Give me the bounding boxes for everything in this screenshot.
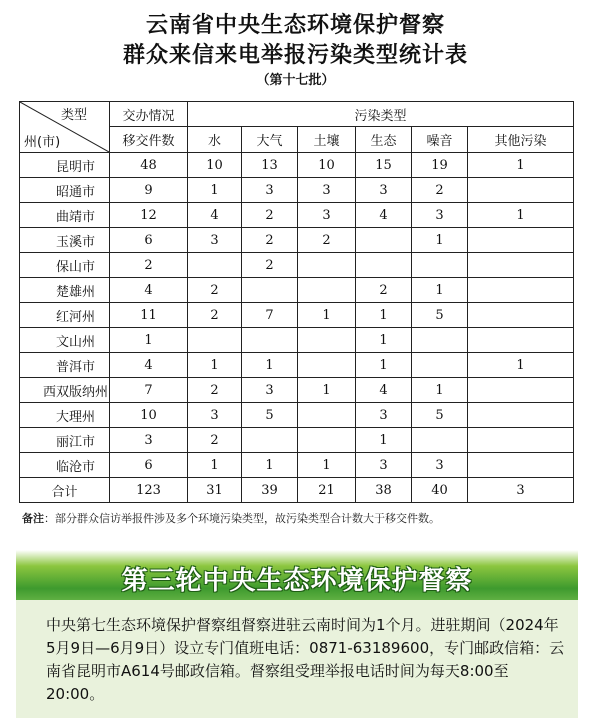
table-row: [20, 278, 574, 303]
table-cell: [412, 428, 468, 453]
table-cell: 1: [356, 353, 412, 378]
city-name: 保山市: [20, 253, 110, 278]
table-cell: 1: [188, 353, 242, 378]
column-header: 移交件数: [110, 127, 188, 153]
table-cell: [188, 328, 242, 353]
table-cell: 2: [242, 253, 298, 278]
table-cell: 3: [188, 228, 242, 253]
table-cell: [468, 403, 574, 428]
table-row: [20, 328, 574, 353]
column-header: 其他污染: [468, 127, 574, 153]
table-cell: 31: [188, 478, 242, 503]
table-cell: [298, 353, 356, 378]
column-header: 大气: [242, 127, 298, 153]
table-cell: 3: [412, 453, 468, 478]
table-cell: 1: [188, 178, 242, 203]
table-cell: [188, 253, 242, 278]
table-cell: 11: [110, 303, 188, 328]
table-cell: [468, 453, 574, 478]
table-cell: 7: [242, 303, 298, 328]
table-cell: 10: [188, 153, 242, 178]
table-cell: [242, 328, 298, 353]
city-name: 普洱市: [20, 353, 110, 378]
table-cell: 1: [468, 353, 574, 378]
table-cell: 1: [110, 328, 188, 353]
table-cell: 4: [356, 378, 412, 403]
table-cell: 15: [356, 153, 412, 178]
table-row: [20, 403, 574, 428]
table-row: [20, 378, 574, 403]
column-header: 水: [188, 127, 242, 153]
table-body: [20, 153, 574, 503]
table-cell: 2: [242, 203, 298, 228]
table-cell: 10: [110, 403, 188, 428]
city-name: 丽江市: [20, 428, 110, 453]
table-cell: 4: [110, 353, 188, 378]
table-cell: 2: [188, 378, 242, 403]
banner-title: 第三轮中央生态环境保护督察: [121, 566, 473, 596]
group-header-pollution: 污染类型: [188, 102, 574, 127]
table-cell: [242, 428, 298, 453]
table-cell: [468, 278, 574, 303]
total-label: 合计: [20, 478, 110, 503]
title-line-1: 云南省中央生态环境保护督察: [145, 13, 445, 38]
table-cell: 1: [298, 378, 356, 403]
table-cell: 10: [298, 153, 356, 178]
column-header: 土壤: [298, 127, 356, 153]
table-cell: [468, 178, 574, 203]
table-cell: [468, 328, 574, 353]
table-cell: [412, 253, 468, 278]
note-label: 备注: [22, 512, 44, 525]
city-name: 曲靖市: [20, 203, 110, 228]
column-header: 生态: [356, 127, 412, 153]
table-cell: 3: [242, 378, 298, 403]
table-cell: 1: [356, 428, 412, 453]
table-cell: 1: [412, 278, 468, 303]
table-row: [20, 153, 574, 178]
city-name: 临沧市: [20, 453, 110, 478]
table-cell: 5: [242, 403, 298, 428]
table-cell: 3: [242, 178, 298, 203]
table-cell: 6: [110, 453, 188, 478]
table-cell: [468, 378, 574, 403]
table-cell: 5: [412, 403, 468, 428]
table-cell: 3: [412, 203, 468, 228]
table-cell: 2: [242, 228, 298, 253]
table-cell: 1: [412, 378, 468, 403]
table-cell: 3: [356, 403, 412, 428]
table-cell: 19: [412, 153, 468, 178]
table-cell: [356, 228, 412, 253]
table-cell: 1: [468, 153, 574, 178]
table-cell: [412, 328, 468, 353]
table-cell: 3: [298, 178, 356, 203]
table-cell: [468, 428, 574, 453]
table-cell: 1: [298, 303, 356, 328]
table-row: [20, 228, 574, 253]
city-name: 玉溪市: [20, 228, 110, 253]
table-cell: [298, 403, 356, 428]
table-cell: 3: [298, 203, 356, 228]
table-cell: 1: [412, 228, 468, 253]
table-cell: [298, 428, 356, 453]
info-box: [16, 600, 578, 718]
table-cell: 4: [356, 203, 412, 228]
table-row: [20, 428, 574, 453]
table-cell: 2: [188, 303, 242, 328]
table-row: [20, 303, 574, 328]
table-cell: 123: [110, 478, 188, 503]
table-row: [20, 178, 574, 203]
table-cell: 1: [242, 353, 298, 378]
note-text: ：部分群众信访举报件涉及多个环境污染类型，故污染类型合计数大于移交件数。: [44, 512, 440, 525]
table-cell: 4: [188, 203, 242, 228]
city-name: 楚雄州: [20, 278, 110, 303]
table-cell: [298, 253, 356, 278]
table-cell: [298, 278, 356, 303]
table-cell: [298, 328, 356, 353]
table-corner-cell: [20, 102, 110, 153]
table-cell: 9: [110, 178, 188, 203]
city-name: 红河州: [20, 303, 110, 328]
table-cell: 1: [188, 453, 242, 478]
table-row: [20, 453, 574, 478]
table-cell: 40: [412, 478, 468, 503]
info-text: 中央第七生态环境保护督察组督察进驻云南时间为1个月。进驻期间（2024年5月9日—6月9日）设立专门值班电话：0871-63189600，专门邮政信箱：云南省昆明市A614号邮政信箱。督察组受理举报电话时间为每天8:00至20:00。: [46, 616, 565, 703]
title-line-2: 群众来信来电举报污染类型统计表: [122, 43, 468, 68]
pollution-stats-table: [19, 101, 574, 503]
table-cell: 2: [412, 178, 468, 203]
table-cell: 38: [356, 478, 412, 503]
table-cell: [242, 278, 298, 303]
table-cell: 2: [298, 228, 356, 253]
table-cell: 2: [188, 428, 242, 453]
group-header-handover: 交办情况: [110, 102, 188, 127]
table-row: [20, 353, 574, 378]
table-cell: 7: [110, 378, 188, 403]
table-note: [22, 510, 582, 526]
city-name: 昆明市: [20, 153, 110, 178]
table-cell: 1: [356, 303, 412, 328]
table-cell: 6: [110, 228, 188, 253]
column-header: 噪音: [412, 127, 468, 153]
city-name: 文山州: [20, 328, 110, 353]
table-cell: 13: [242, 153, 298, 178]
table-cell: [468, 253, 574, 278]
table-cell: 3: [188, 403, 242, 428]
table-cell: 21: [298, 478, 356, 503]
table-cell: 12: [110, 203, 188, 228]
table-cell: [356, 253, 412, 278]
city-name: 大理州: [20, 403, 110, 428]
table-cell: 39: [242, 478, 298, 503]
table-cell: [468, 228, 574, 253]
corner-city-label: 州(市): [24, 135, 61, 150]
table-cell: 2: [356, 278, 412, 303]
table-cell: 3: [356, 453, 412, 478]
city-name: 西双版纳州: [20, 378, 110, 403]
table-cell: 5: [412, 303, 468, 328]
table-cell: 3: [468, 478, 574, 503]
table-row: [20, 203, 574, 228]
table-cell: 3: [110, 428, 188, 453]
table-cell: 3: [356, 178, 412, 203]
table-cell: 2: [188, 278, 242, 303]
batch-label: （第十七批）: [256, 73, 335, 88]
city-name: 昭通市: [20, 178, 110, 203]
total-row: [20, 478, 574, 503]
table-cell: 2: [110, 253, 188, 278]
table-cell: 4: [110, 278, 188, 303]
table-cell: 1: [298, 453, 356, 478]
table-cell: [468, 303, 574, 328]
corner-type-label: 类型: [60, 108, 87, 123]
table-cell: 1: [356, 328, 412, 353]
table-cell: 48: [110, 153, 188, 178]
table-cell: 1: [468, 203, 574, 228]
table-cell: [412, 353, 468, 378]
table-cell: 1: [242, 453, 298, 478]
table-row: [20, 253, 574, 278]
